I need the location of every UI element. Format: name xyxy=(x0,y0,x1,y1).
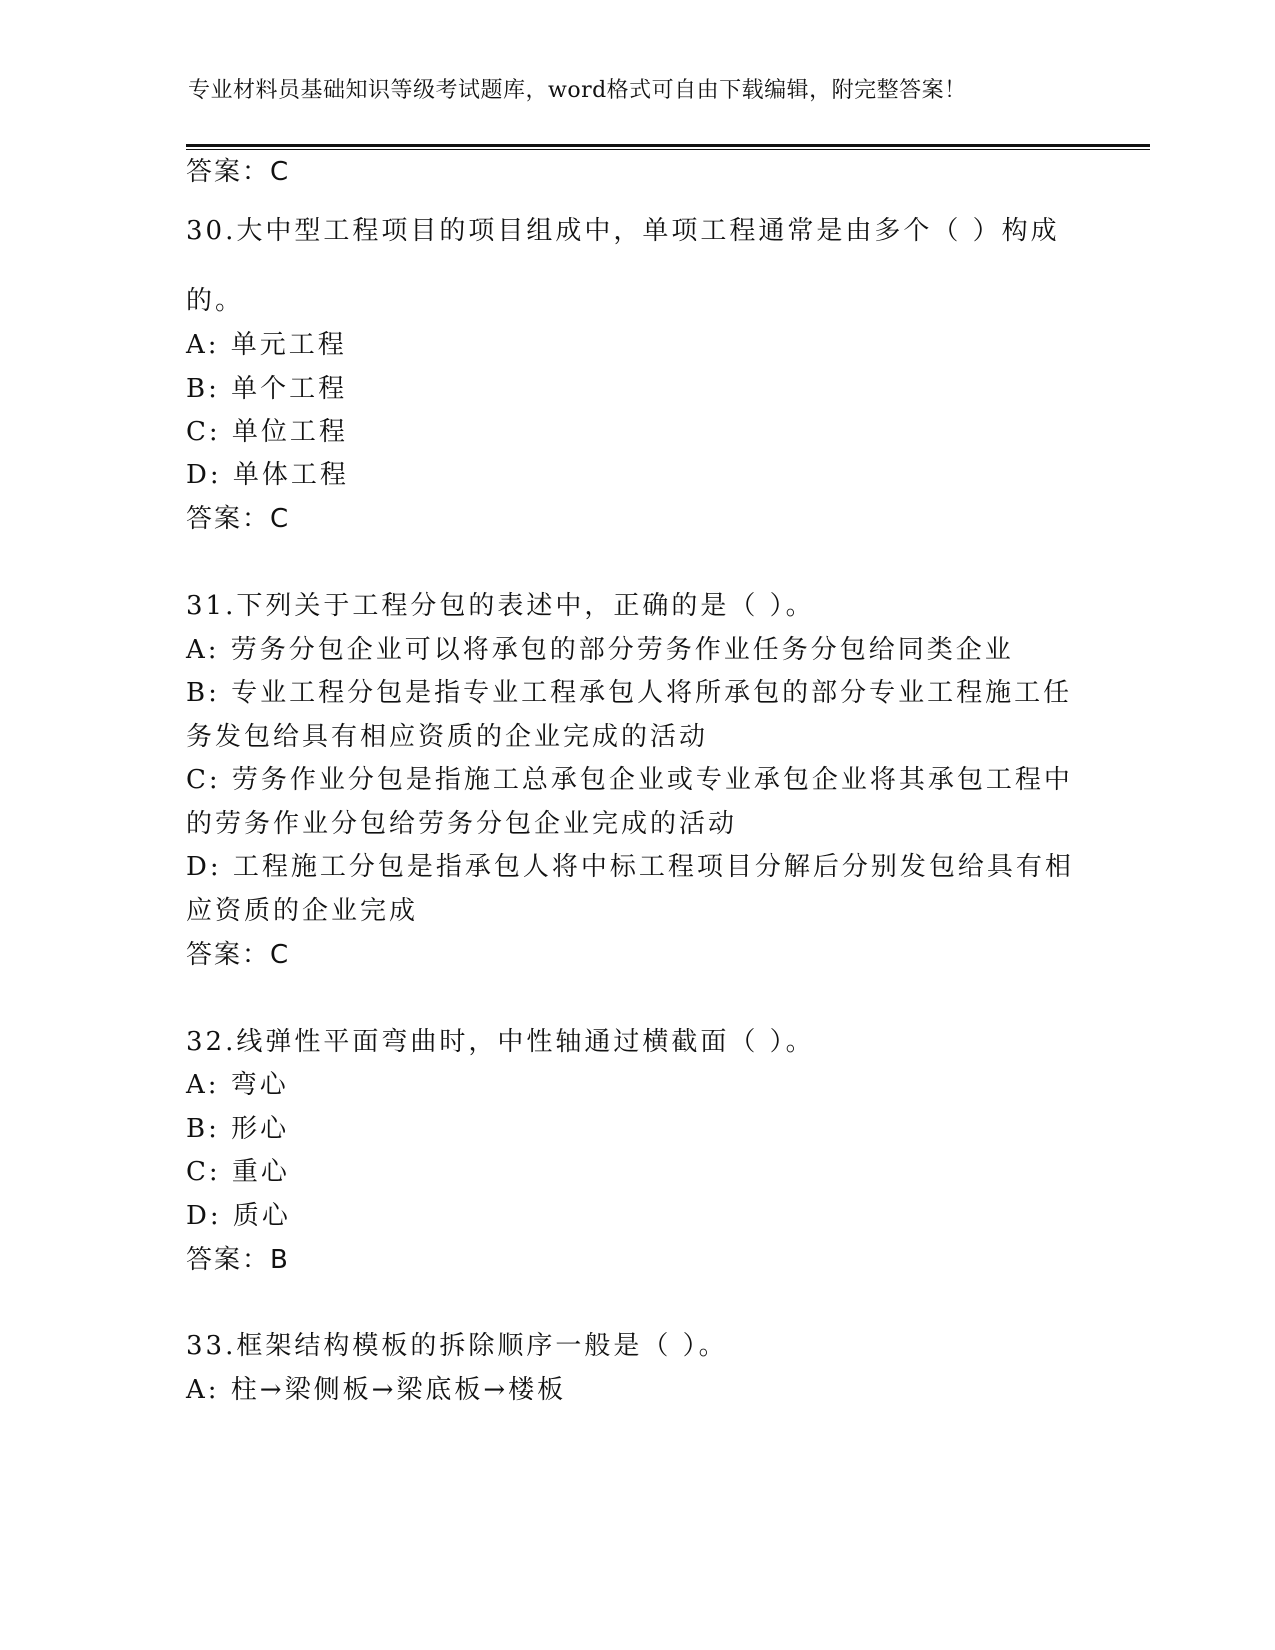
question-31-answer: 答案：C xyxy=(186,940,291,970)
question-31-option-b-line-2: 务发包给具有相应资质的企业完成的活动 xyxy=(186,722,709,752)
question-32-stem: 32.线弹性平面弯曲时，中性轴通过横截面（ ）。 xyxy=(186,1027,815,1057)
question-30-option-a: A: 单元工程 xyxy=(186,330,347,360)
question-31-option-b-line-1: B: 专业工程分包是指专业工程承包人将所承包的部分专业工程施工任 xyxy=(186,678,1073,708)
question-30-option-d: D: 单体工程 xyxy=(186,460,349,490)
question-30-stem-line-2: 的。 xyxy=(186,286,245,316)
question-32-option-d: D: 质心 xyxy=(186,1201,291,1231)
header-rule-thin xyxy=(186,149,1150,150)
header-rule-thick xyxy=(186,144,1150,147)
question-31-stem: 31.下列关于工程分包的表述中，正确的是（ ）。 xyxy=(186,591,815,621)
question-31-option-a: A: 劳务分包企业可以将承包的部分劳务作业任务分包给同类企业 xyxy=(186,635,1014,665)
question-31-option-d-line-1: D: 工程施工分包是指承包人将中标工程项目分解后分别发包给具有相 xyxy=(186,852,1074,882)
question-31-option-c-line-2: 的劳务作业分包给劳务分包企业完成的活动 xyxy=(186,809,738,839)
question-33-option-a: A: 柱→梁侧板→梁底板→楼板 xyxy=(186,1375,567,1405)
question-31-option-c-line-1: C: 劳务作业分包是指施工总承包企业或专业承包企业将其承包工程中 xyxy=(186,765,1073,795)
question-32-option-a: A: 弯心 xyxy=(186,1070,289,1100)
answer-line: 答案：C xyxy=(186,157,291,187)
question-32-option-c: C: 重心 xyxy=(186,1157,290,1187)
question-33-stem: 33.框架结构模板的拆除顺序一般是（ ）。 xyxy=(186,1331,728,1361)
question-32-option-b: B: 形心 xyxy=(186,1114,290,1144)
question-32-answer: 答案：B xyxy=(186,1245,290,1275)
question-30-answer: 答案：C xyxy=(186,504,291,534)
question-30-option-b: B: 单个工程 xyxy=(186,374,348,404)
question-30-option-c: C: 单位工程 xyxy=(186,417,348,447)
question-30-stem-line-1: 30.大中型工程项目的项目组成中，单项工程通常是由多个（ ）构成 xyxy=(186,216,1060,246)
page-header: 专业材料员基础知识等级考试题库，word格式可自由下载编辑，附完整答案！ xyxy=(188,78,967,103)
question-31-option-d-line-2: 应资质的企业完成 xyxy=(186,896,419,926)
